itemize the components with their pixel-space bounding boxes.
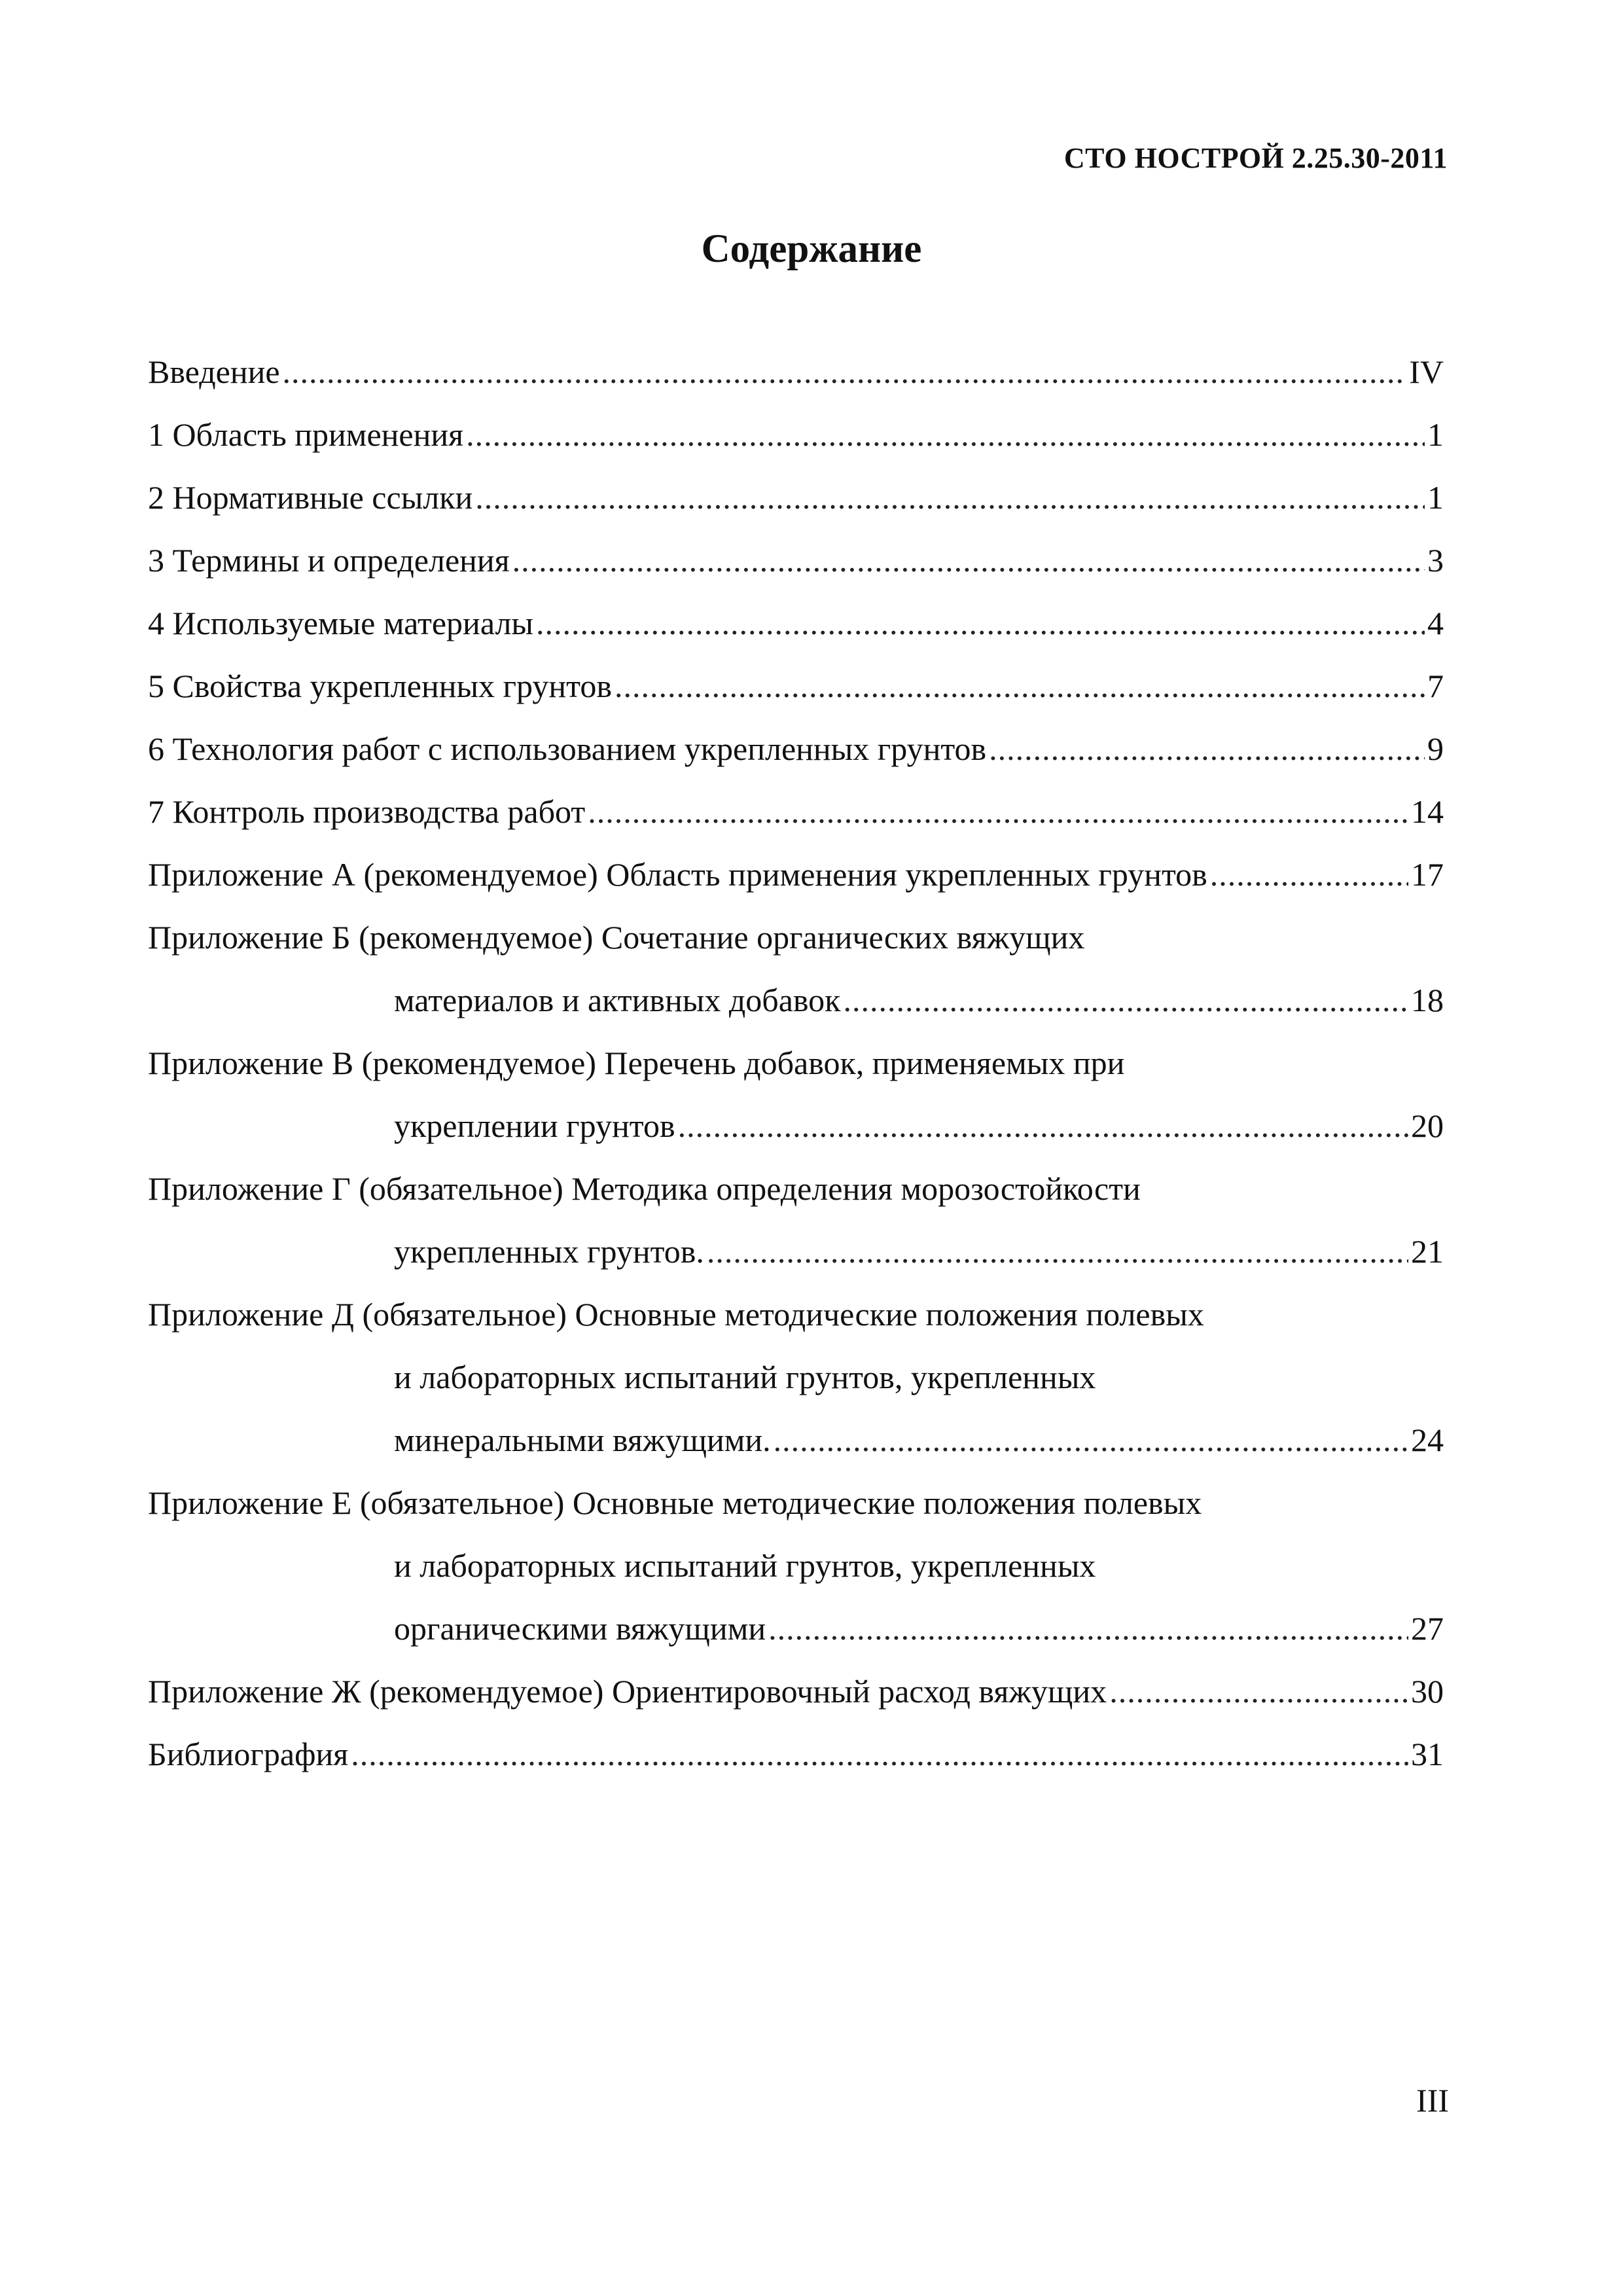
toc-entry-appendix-a[interactable] bbox=[148, 843, 1444, 906]
toc-entry-label-continued: органическими вяжущими bbox=[394, 1610, 766, 1647]
toc-entry-label-continued: минеральными вяжущими. bbox=[394, 1422, 771, 1458]
dot-leader bbox=[1109, 1660, 1408, 1723]
toc-entry-terms[interactable] bbox=[148, 529, 1444, 592]
toc-entry-label: 5 Свойства укрепленных грунтов bbox=[148, 668, 612, 704]
toc-entry-page: 21 bbox=[1411, 1233, 1444, 1270]
toc-entry-materials[interactable] bbox=[148, 592, 1444, 655]
dot-leader bbox=[475, 466, 1425, 529]
toc-entry-label: Библиография bbox=[148, 1736, 349, 1772]
toc-entry-page: 18 bbox=[1411, 982, 1444, 1018]
toc-entry-bibliography[interactable] bbox=[148, 1723, 1444, 1785]
toc-entry-label: Приложение В (рекомендуемое) Перечень добавок, применяемых при bbox=[148, 1045, 1125, 1081]
toc-entry-page: 30 bbox=[1411, 1673, 1444, 1710]
toc-entry-page: 20 bbox=[1411, 1107, 1444, 1144]
toc-entry-appendix-g-line1[interactable] bbox=[148, 1157, 1444, 1220]
toc-entry-technology[interactable] bbox=[148, 717, 1444, 780]
dot-leader bbox=[283, 340, 1407, 403]
toc-entry-page: 9 bbox=[1427, 730, 1444, 767]
dot-leader bbox=[615, 655, 1425, 717]
toc-entry-page: 27 bbox=[1411, 1610, 1444, 1647]
toc-entry-appendix-g-line2[interactable] bbox=[148, 1220, 1444, 1283]
toc-entry-label: 7 Контроль производства работ bbox=[148, 793, 586, 830]
dot-leader bbox=[707, 1220, 1408, 1283]
toc-entry-page: 14 bbox=[1411, 793, 1444, 830]
toc-entry-introduction[interactable] bbox=[148, 340, 1444, 403]
toc-entry-appendix-d-line1[interactable] bbox=[148, 1283, 1444, 1346]
dot-leader bbox=[768, 1597, 1408, 1660]
toc-entry-appendix-d-line2[interactable] bbox=[148, 1346, 1444, 1408]
toc-entry-appendix-v-line1[interactable] bbox=[148, 1031, 1444, 1094]
toc-entry-page: 31 bbox=[1411, 1736, 1444, 1772]
toc-entry-page: 4 bbox=[1427, 605, 1444, 641]
toc-entry-appendix-d-line3[interactable] bbox=[148, 1408, 1444, 1471]
toc-entry-label: 4 Используемые материалы bbox=[148, 605, 533, 641]
toc-title: Содержание bbox=[701, 227, 922, 271]
toc-entry-label: Приложение Е (обязательное) Основные методические положения полевых bbox=[148, 1484, 1202, 1521]
table-of-contents bbox=[148, 340, 1444, 1785]
toc-entry-label-continued: материалов и активных добавок bbox=[394, 982, 841, 1018]
dot-leader bbox=[843, 969, 1408, 1031]
dot-leader bbox=[989, 717, 1425, 780]
toc-entry-page: 3 bbox=[1427, 542, 1444, 579]
document-code-header: СТО НОСТРОЙ 2.25.30-2011 bbox=[1063, 142, 1448, 174]
toc-entry-scope[interactable] bbox=[148, 403, 1444, 466]
toc-entry-page: 7 bbox=[1427, 668, 1444, 704]
toc-entry-appendix-b-line1[interactable] bbox=[148, 906, 1444, 969]
toc-entry-label-continued: и лабораторных испытаний грунтов, укрепленных bbox=[394, 1359, 1096, 1395]
toc-entry-page: 17 bbox=[1411, 856, 1444, 893]
toc-entry-appendix-zh[interactable] bbox=[148, 1660, 1444, 1723]
toc-entry-label: Приложение Г (обязательное) Методика определения морозостойкости bbox=[148, 1170, 1141, 1207]
toc-entry-page: 1 bbox=[1427, 479, 1444, 516]
dot-leader bbox=[512, 529, 1425, 592]
toc-entry-page: 1 bbox=[1427, 416, 1444, 453]
toc-entry-soil-properties[interactable] bbox=[148, 655, 1444, 717]
dot-leader bbox=[774, 1408, 1408, 1471]
toc-entry-appendix-e-line3[interactable] bbox=[148, 1597, 1444, 1660]
toc-entry-label: 3 Термины и определения bbox=[148, 542, 510, 579]
toc-entry-label-continued: и лабораторных испытаний грунтов, укрепленных bbox=[394, 1547, 1096, 1584]
toc-entry-page: IV bbox=[1409, 353, 1444, 390]
toc-entry-appendix-e-line1[interactable] bbox=[148, 1471, 1444, 1534]
toc-entry-label: Введение bbox=[148, 353, 280, 390]
page-number: III bbox=[1416, 2082, 1449, 2119]
dot-leader bbox=[678, 1094, 1408, 1157]
dot-leader bbox=[466, 403, 1425, 466]
toc-entry-label-continued: укрепленных грунтов. bbox=[394, 1233, 704, 1270]
toc-entry-appendix-b-line2[interactable] bbox=[148, 969, 1444, 1031]
toc-entry-appendix-e-line2[interactable] bbox=[148, 1534, 1444, 1597]
dot-leader bbox=[588, 780, 1408, 843]
dot-leader bbox=[351, 1723, 1408, 1785]
toc-entry-label: 1 Область применения bbox=[148, 416, 464, 453]
toc-entry-label: Приложение Д (обязательное) Основные методические положения полевых bbox=[148, 1296, 1204, 1333]
toc-entry-label-continued: укреплении грунтов bbox=[394, 1107, 675, 1144]
dot-leader bbox=[1210, 843, 1408, 906]
toc-entry-label: 6 Технология работ с использованием укрепленных грунтов bbox=[148, 730, 987, 767]
toc-entry-label: Приложение Ж (рекомендуемое) Ориентировочный расход вяжущих bbox=[148, 1673, 1107, 1710]
toc-entry-appendix-v-line2[interactable] bbox=[148, 1094, 1444, 1157]
toc-entry-normative-references[interactable] bbox=[148, 466, 1444, 529]
dot-leader bbox=[536, 592, 1425, 655]
toc-entry-quality-control[interactable] bbox=[148, 780, 1444, 843]
toc-entry-label: Приложение Б (рекомендуемое) Сочетание органических вяжущих bbox=[148, 919, 1085, 956]
toc-entry-page: 24 bbox=[1411, 1422, 1444, 1458]
toc-entry-label: 2 Нормативные ссылки bbox=[148, 479, 473, 516]
toc-entry-label: Приложение А (рекомендуемое) Область применения укрепленных грунтов bbox=[148, 856, 1207, 893]
